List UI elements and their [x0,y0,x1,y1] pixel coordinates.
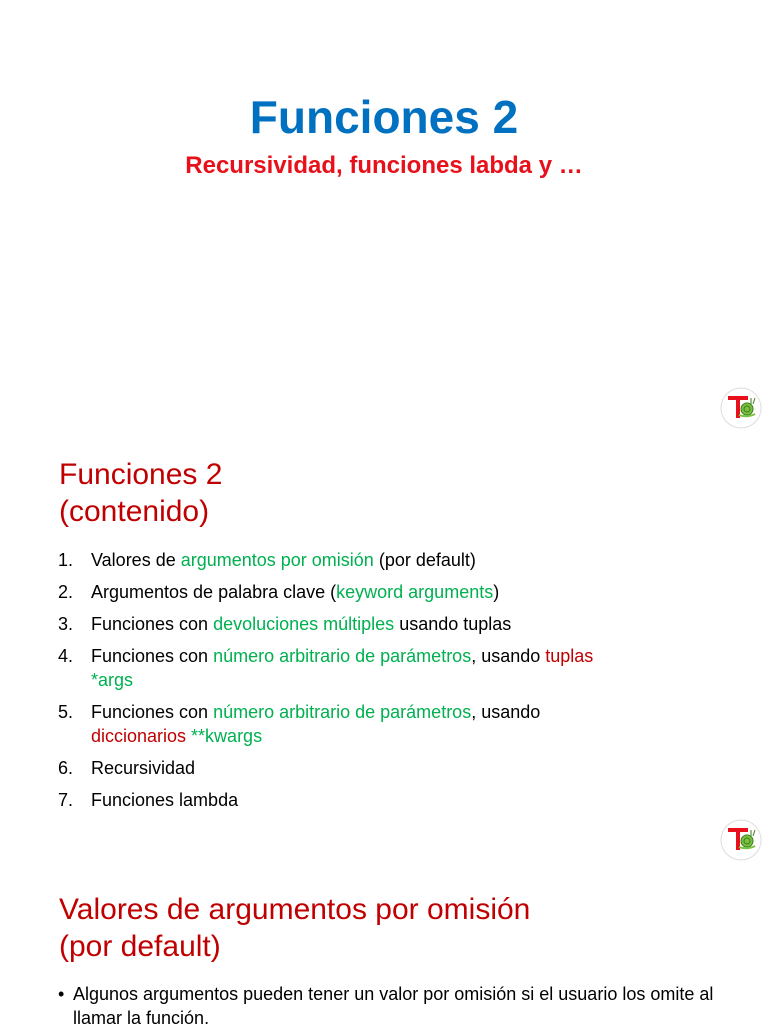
heading-line-2: (por default) [59,930,221,963]
list-item [58,982,748,1030]
bullet-list [58,982,748,1030]
list-item-text: , usando [471,702,541,722]
section-heading [59,891,530,965]
list-item [58,580,738,604]
list-number: 3. [58,614,74,634]
list-number: 2. [58,582,74,602]
page-subtitle: Recursividad, funciones labda y … [185,152,583,179]
list-number: 7. [58,790,74,810]
list-item [58,612,738,636]
heading-line-2: (contenido) [59,495,210,528]
list-item-text: **kwargs [186,726,263,746]
list-item-text: ) [493,582,500,602]
list-item-text: número arbitrario de parámetros [213,702,472,722]
slide-title [0,0,768,432]
list-number: 4. [58,646,74,666]
logo-snail-icon [720,819,762,861]
list-number: 6. [58,758,74,778]
list-item-text: , usando [471,646,546,666]
contents-list [58,548,738,820]
list-item-text: número arbitrario de parámetros [213,646,472,666]
list-item-text: tuplas [545,646,594,666]
list-item-text: Funciones con [91,614,214,634]
heading-line-1: Funciones 2 [59,458,223,491]
list-number: 5. [58,702,74,722]
list-item [58,788,738,812]
list-number: 1. [58,550,74,570]
list-item-text: Funciones con [91,646,214,666]
section-heading [59,456,222,530]
list-item [58,756,738,780]
list-item [58,548,738,572]
list-item-text: argumentos por omisión [180,550,374,570]
list-item-text: Argumentos de palabra clave ( [91,582,337,602]
list-item-text: keyword arguments [336,582,494,602]
list-item [58,700,738,748]
bullet-icon: • [58,984,65,1004]
list-item-text: Valores de [91,550,181,570]
logo-snail-icon [720,387,762,429]
list-item-text: diccionarios [91,726,187,746]
list-item [58,644,738,692]
list-item-text: Funciones lambda [91,790,239,810]
list-item-text: Recursividad [91,758,196,778]
slide-contents [0,432,768,864]
slide-default-args [0,864,768,1028]
bullet-text: Algunos argumentos pueden tener un valor por omisión si el usuario los omite al llamar la función. [73,984,714,1028]
list-item-text: *args [91,670,134,690]
list-item-text: Funciones con [91,702,214,722]
list-item-text: usando tuplas [394,614,512,634]
page-title: Funciones 2 [249,91,519,143]
heading-line-1: Valores de argumentos por omisión [59,893,531,926]
list-item-text: devoluciones múltiples [213,614,395,634]
list-item-text: (por default) [373,550,476,570]
